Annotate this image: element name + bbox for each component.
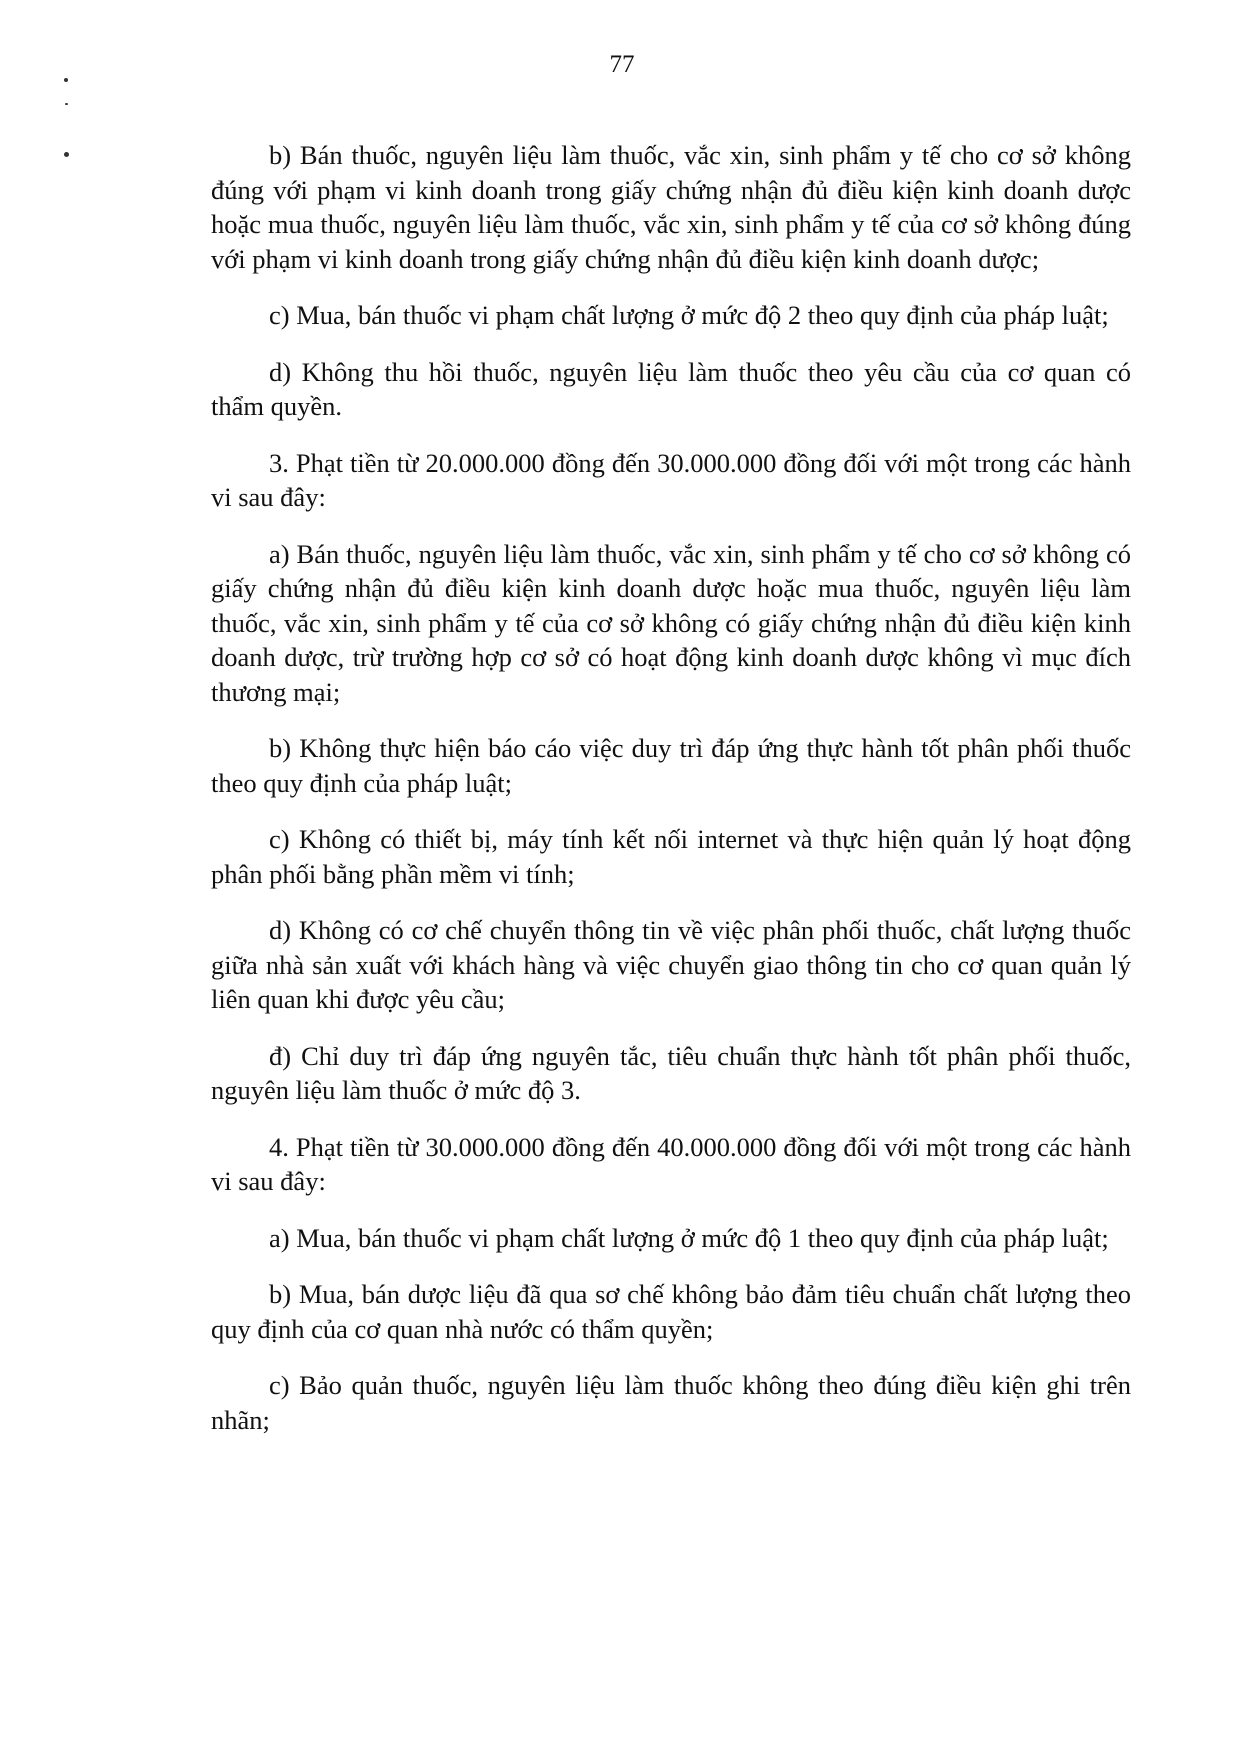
paragraph-2b: b) Bán thuốc, nguyên liệu làm thuốc, vắc xin, sinh phẩm y tế cho cơ sở không đúng với phạm vi kinh doanh trong giấy chứng nhận đủ điều kiện kinh doanh dược hoặc mua thuốc, nguyên liệu làm thuốc, vắc xin, sinh phẩm y tế của cơ sở không đúng với phạm vi kinh doanh trong giấy chứng nhận đủ điều kiện kinh doanh dược; xyxy=(211,140,1131,274)
document-body xyxy=(211,138,1131,1459)
paragraph-3b: b) Không thực hiện báo cáo việc duy trì đáp ứng thực hành tốt phân phối thuốc theo quy định của pháp luật; xyxy=(211,733,1131,798)
scan-speck xyxy=(64,78,68,82)
paragraph-4c: c) Bảo quản thuốc, nguyên liệu làm thuốc không theo đúng điều kiện ghi trên nhãn; xyxy=(211,1370,1131,1435)
clause-3: 3. Phạt tiền từ 20.000.000 đồng đến 30.000.000 đồng đối với một trong các hành vi sau đây: xyxy=(211,447,1131,512)
paragraph-4b: b) Mua, bán dược liệu đã qua sơ chế không bảo đảm tiêu chuẩn chất lượng theo quy định của cơ quan nhà nước có thẩm quyền; xyxy=(211,1279,1131,1344)
paragraph-2c: c) Mua, bán thuốc vi phạm chất lượng ở mức độ 2 theo quy định của pháp luật; xyxy=(269,300,1109,330)
paragraph-3a: a) Bán thuốc, nguyên liệu làm thuốc, vắc xin, sinh phẩm y tế cho cơ sở không có giấy chứng nhận đủ điều kiện kinh doanh dược hoặc mua thuốc, nguyên liệu làm thuốc, vắc xin, sinh phẩm y tế của cơ sở không có giấy chứng nhận đủ điều kiện kinh doanh dược, trừ trường hợp cơ sở có hoạt động kinh doanh dược không vì mục đích thương mại; xyxy=(211,538,1131,707)
page-number: 77 xyxy=(609,51,635,78)
paragraph-4a: a) Mua, bán thuốc vi phạm chất lượng ở mức độ 1 theo quy định của pháp luật; xyxy=(269,1222,1109,1253)
paragraph-3d: d) Không có cơ chế chuyển thông tin về việc phân phối thuốc, chất lượng thuốc giữa nhà sản xuất với khách hàng và việc chuyển giao thông tin cho cơ quan quản lý liên quan khi được yêu cầu; xyxy=(211,915,1131,1014)
scan-speck xyxy=(64,152,69,157)
paragraph-3dd: đ) Chỉ duy trì đáp ứng nguyên tắc, tiêu chuẩn thực hành tốt phân phối thuốc, nguyên liệu làm thuốc ở mức độ 3. xyxy=(211,1040,1131,1105)
paragraph-2d: d) Không thu hồi thuốc, nguyên liệu làm thuốc theo yêu cầu của cơ quan có thẩm quyền. xyxy=(211,356,1131,421)
paragraph-3c: c) Không có thiết bị, máy tính kết nối internet và thực hiện quản lý hoạt động phân phối bằng phần mềm vi tính; xyxy=(211,824,1131,889)
scan-speck xyxy=(65,103,68,105)
clause-4: 4. Phạt tiền từ 30.000.000 đồng đến 40.000.000 đồng đối với một trong các hành vi sau đây: xyxy=(211,1131,1131,1196)
